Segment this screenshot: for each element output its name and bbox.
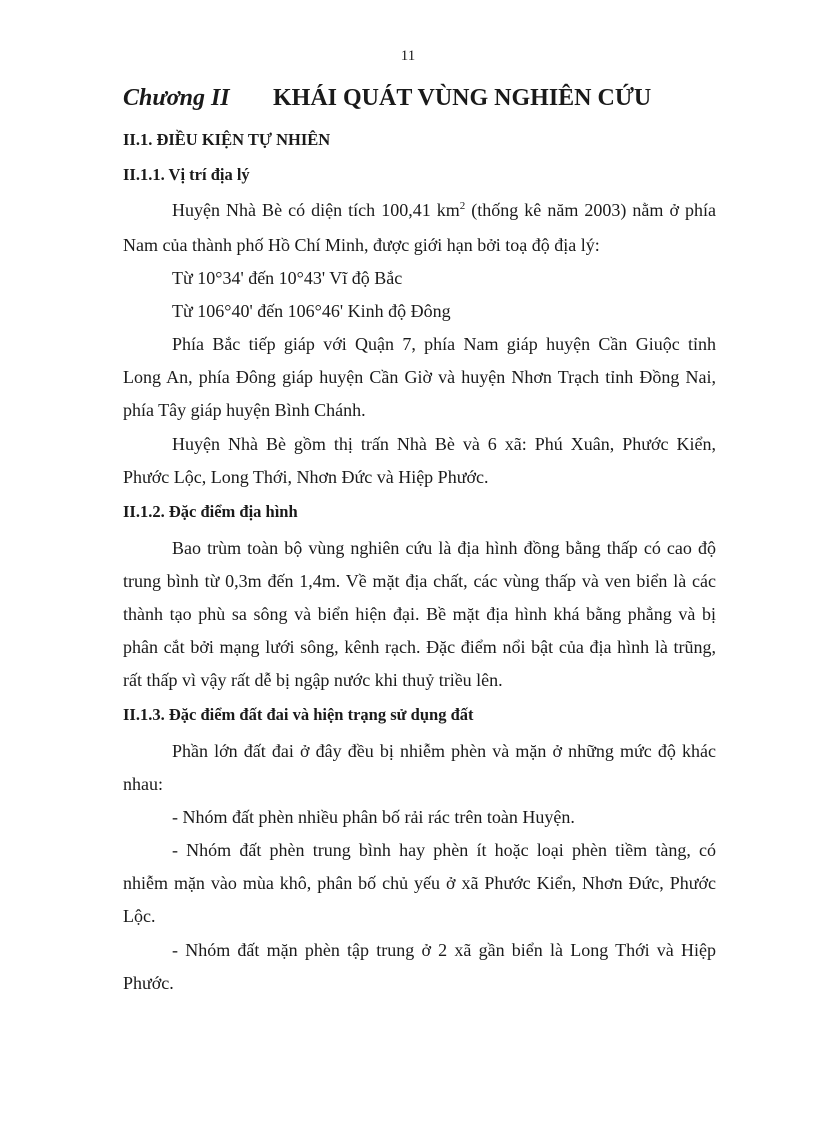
paragraph-line: Bao trùm toàn bộ vùng nghiên cứu là địa hình đồng bằng thấp có cao độ	[172, 538, 716, 558]
paragraph-line: Phước Lộc, Long Thới, Nhơn Đức và Hiệp Phước.	[123, 467, 489, 487]
subsection-heading-land: II.1.3. Đặc điểm đất đai và hiện trạng sử dụng đất	[123, 705, 474, 724]
list-item: - Nhóm đất mặn phèn tập trung ở 2 xã gần biển là Long Thới và Hiệp	[172, 940, 716, 960]
paragraph-line: Lộc.	[123, 906, 156, 926]
subsection-heading-location: II.1.1. Vị trí địa lý	[123, 165, 250, 184]
paragraph-line: Từ 10°34' đến 10°43' Vĩ độ Bắc	[172, 268, 403, 288]
paragraph-line: Từ 106°40' đến 106°46' Kinh độ Đông	[172, 301, 451, 321]
text-run: (thống kê năm 2003) nằm ở phía	[465, 200, 716, 220]
paragraph-line: nhiễm mặn vào mùa khô, phân bố chủ yếu ở xã Phước Kiển, Nhơn Đức, Phước	[123, 873, 716, 893]
paragraph-line: Long An, phía Đông giáp huyện Cần Giờ và huyện Nhơn Trạch tỉnh Đồng Nai,	[123, 367, 716, 387]
section-heading: II.1. ĐIỀU KIỆN TỰ NHIÊN	[123, 130, 331, 149]
paragraph-line: Huyện Nhà Bè gồm thị trấn Nhà Bè và 6 xã: Phú Xuân, Phước Kiển,	[172, 434, 716, 454]
chapter-title: KHÁI QUÁT VÙNG NGHIÊN CỨU	[273, 85, 652, 111]
paragraph-line: Phước.	[123, 973, 174, 993]
page-number: 11	[400, 48, 416, 64]
paragraph-line: phía Tây giáp huyện Bình Chánh.	[123, 400, 366, 420]
list-item: - Nhóm đất phèn trung bình hay phèn ít hoặc loại phèn tiềm tàng, có	[172, 840, 716, 860]
list-item: - Nhóm đất phèn nhiều phân bố rải rác trên toàn Huyện.	[172, 807, 575, 827]
paragraph-line: thành tạo phù sa sông và biển hiện đại. Bề mặt địa hình khá bằng phẳng và bị	[123, 604, 716, 624]
superscript: 2	[459, 200, 466, 212]
paragraph-line: nhau:	[123, 774, 163, 794]
paragraph-line: rất thấp vì vậy rất dễ bị ngập nước khi thuỷ triều lên.	[123, 670, 503, 690]
paragraph-line	[172, 199, 716, 221]
text-run: Huyện Nhà Bè có diện tích 100,41 km	[172, 200, 460, 220]
paragraph-line: Nam của thành phố Hồ Chí Minh, được giới hạn bởi toạ độ địa lý:	[123, 235, 600, 255]
paragraph-line: phân cắt bởi mạng lưới sông, kênh rạch. Đặc điểm nổi bật của địa hình là trũng,	[123, 637, 716, 657]
chapter-label: Chương II	[123, 85, 230, 111]
subsection-heading-terrain: II.1.2. Đặc điểm địa hình	[123, 502, 298, 521]
paragraph-line: trung bình từ 0,3m đến 1,4m. Về mặt địa chất, các vùng thấp và ven biển là các	[123, 571, 716, 591]
paragraph-line: Phía Bắc tiếp giáp với Quận 7, phía Nam giáp huyện Cần Giuộc tỉnh	[172, 334, 716, 354]
paragraph-line: Phần lớn đất đai ở đây đều bị nhiễm phèn và mặn ở những mức độ khác	[172, 741, 716, 761]
